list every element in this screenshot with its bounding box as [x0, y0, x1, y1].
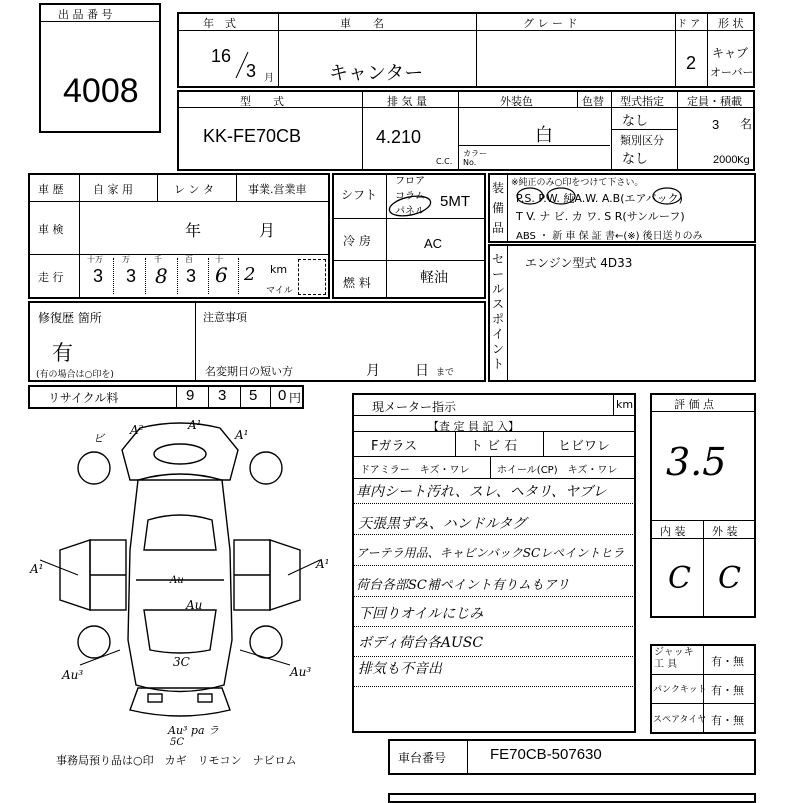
inspector-note-2: 天張黒ずみ、ハンドルタグ [358, 516, 527, 532]
inspection-year: 年 [185, 221, 202, 240]
chassis-label: 車台番号 [398, 751, 447, 765]
grade-label: グ レ ー ド [523, 17, 578, 30]
equipment-note: ※純正のみ○印をつけて下さい。 [511, 178, 644, 188]
diagram-mark-a1-far-right: A¹ [316, 557, 330, 571]
displacement-unit: C.C. [436, 157, 453, 166]
diagram-mark-a2: A² [130, 423, 144, 437]
mirror-label: ドアミラー キズ・ワレ [360, 465, 470, 476]
equipment-line-2: T V. ナ ビ. カ ワ. S R(サンルーフ) [516, 210, 685, 223]
rating-value: 3.5 [666, 440, 727, 484]
recycle-label: リサイクル料 [48, 391, 119, 405]
inspector-note-3: アーテラ用品、キャビンバックSCレペイントヒラ [356, 546, 625, 560]
door-label: ド ア [677, 19, 701, 30]
interior-value: C [668, 561, 691, 596]
diagram-mark-a1-right: A¹ [235, 428, 249, 442]
body-type-value-2: オーバー [710, 66, 754, 79]
mileage-digit-3: 3 [186, 266, 197, 286]
category-label: 類別区分 [620, 134, 664, 147]
inspector-section-label: 【査 定 員 記 入】 [428, 420, 519, 433]
diagram-mark-a1-top: A¹ [188, 418, 202, 432]
history-option-private: 自 家 用 [93, 183, 133, 196]
mileage-digit-0: 3 [93, 266, 104, 286]
load-value: 2000 [713, 154, 738, 166]
name-change-day: 日 [415, 363, 429, 379]
glass-label: Fガラス [371, 439, 418, 454]
history-label: 車 歴 [38, 183, 64, 196]
jack-label: ジャッキ 工 具 [654, 647, 694, 670]
name-change-until: まで [436, 368, 455, 378]
mileage-place-0: 十万 [87, 255, 103, 264]
diagram-caption: 事務局預り品は○印 カギ リモコン ナビロム [56, 754, 297, 767]
mileage-place-2: 千 [154, 255, 162, 264]
mileage-unit-mile: マイル [266, 286, 293, 296]
car-name-label: 車 名 [340, 17, 384, 30]
hibi-label: ヒビワレ [558, 439, 611, 454]
equipment-line-1: P.S. P.W. 純A.W. A.B(エアバック) [516, 192, 683, 205]
bottom-box-top-edge [388, 793, 756, 803]
month-value: 3 [246, 61, 257, 81]
mileage-digit-5: 2 [244, 264, 256, 285]
tobi-label: ト ビ 石 [470, 439, 518, 454]
spare-label: スペアタイヤ [653, 715, 707, 725]
equipment-line-3: ABS ・ 新 車 保 証 書←(※) 後日送りのみ [516, 231, 703, 242]
month-unit: 月 [264, 73, 274, 84]
lot-number-label: 出 品 番 号 [58, 8, 113, 21]
exterior-label: 外 装 [712, 525, 738, 538]
inspector-note-1: 車内シート汚れ、スレ、ヘタリ、ヤブレ [356, 484, 607, 500]
puncture-label: パンクキット [653, 685, 707, 695]
inspector-note-4: 荷台各部SC補ペイント有りムもアリ [356, 578, 570, 593]
history-option-rental: レ ン タ [174, 183, 214, 196]
diagram-mark-bi: ビ [93, 432, 104, 445]
exterior-value: C [718, 561, 741, 596]
aircon-value: AC [424, 236, 443, 251]
color-label: 外装色 [500, 95, 533, 108]
sales-point-label: セールスポイント [492, 252, 505, 371]
repair-label: 修復歴 箇所 [38, 311, 102, 325]
model-code: KK-FE70CB [203, 126, 302, 146]
load-unit: Kg [737, 155, 750, 166]
type-designation-value: なし [622, 114, 649, 129]
diagram-mark-a1-left: A¹ [30, 562, 44, 576]
meter-unit: km [616, 398, 634, 411]
displacement-label: 排 気 量 [387, 95, 427, 108]
fuel-value: 軽油 [420, 270, 448, 286]
inspector-note-6: ボディ荷台各AUSC [358, 635, 484, 651]
mileage-label: 走 行 [38, 271, 64, 284]
car-name: キャンター [329, 62, 424, 84]
history-option-business: 事業.営業車 [248, 183, 307, 196]
lot-number: 4008 [63, 72, 139, 110]
inspector-note-7: 排気も不音出 [358, 661, 442, 677]
name-change-label: 名変期日の短い方 [205, 365, 293, 378]
inspection-month: 月 [259, 221, 276, 240]
inspector-note-5: 下回りオイルにじみ [358, 606, 484, 622]
year-value: 16 [211, 46, 232, 66]
diagram-mark-au-lower: Au [170, 575, 184, 586]
mileage-place-4: 十 [215, 255, 223, 264]
recycle-digit-2: 5 [249, 387, 258, 404]
diagram-mark-au3-right: Au³ [290, 665, 312, 679]
capacity-unit: 名 [740, 117, 753, 131]
shift-value: 5MT [440, 193, 470, 210]
color-change-label: 色替 [582, 95, 604, 108]
shift-option-panel: パネル [395, 206, 425, 217]
mileage-unit-km: km [270, 263, 288, 276]
type-label: 型 式 [240, 95, 284, 108]
type-designation-label: 型式指定 [620, 95, 664, 108]
category-value: なし [622, 152, 649, 167]
body-type-value-1: キャブ [712, 46, 749, 60]
color-value: 白 [535, 125, 553, 146]
equipment-label: 装 備 品 [492, 181, 505, 235]
recycle-digit-1: 3 [218, 387, 227, 404]
diagram-mark-au3-left: Au³ [62, 668, 84, 682]
mileage-place-3: 百 [185, 255, 193, 264]
fuel-label: 燃 料 [343, 276, 371, 290]
capacity-label: 定員・積載 [687, 95, 742, 108]
recycle-digit-3: 0 [278, 387, 287, 404]
rating-label: 評 価 点 [674, 398, 714, 411]
door-value: 2 [686, 53, 697, 73]
repair-note: (有の場合は○印を) [36, 370, 114, 380]
chassis-value: FE70CB-507630 [490, 746, 602, 763]
shift-option-floor: フロア [395, 176, 425, 187]
name-change-month: 月 [366, 363, 380, 379]
mileage-place-1: 万 [122, 255, 130, 264]
mileage-digit-1: 3 [126, 266, 137, 286]
shift-option-column: コラム [395, 191, 425, 202]
repair-value: 有 [52, 341, 73, 365]
body-type-label: 形 状 [718, 17, 744, 30]
inspection-label: 車 検 [38, 223, 64, 236]
displacement-value: 4.210 [376, 127, 422, 147]
caution-label: 注意事項 [203, 311, 247, 324]
puncture-option: 有・無 [711, 684, 744, 697]
meter-label: 現メーター指示 [372, 400, 457, 414]
shift-label: シフト [341, 188, 378, 202]
capacity-value: 3 [712, 117, 720, 132]
recycle-unit: 円 [289, 391, 302, 405]
diagram-mark-au-center: Au [186, 598, 203, 612]
spare-option: 有・無 [711, 714, 744, 727]
lot-number-box [39, 3, 161, 133]
diagram-mark-5c: 5C [170, 737, 185, 748]
color-no-label: カラー No. [463, 149, 487, 167]
wheel-label: ホイール(CP) キズ・ワレ [497, 465, 618, 476]
interior-label: 内 装 [660, 525, 686, 538]
engine-type: エンジン型式 4D33 [525, 256, 633, 270]
aircon-label: 冷 房 [343, 234, 371, 248]
diagram-mark-au3-rear: Au³ pa ラ [168, 724, 220, 737]
mileage-stamp-box [298, 259, 326, 295]
mileage-digit-2: 8 [155, 264, 168, 288]
recycle-digit-0: 9 [186, 387, 195, 404]
jack-option: 有・無 [711, 655, 744, 668]
year-label: 年 式 [203, 17, 236, 30]
diagram-mark-3c: 3C [173, 655, 190, 669]
mileage-digit-4: 6 [215, 263, 228, 287]
